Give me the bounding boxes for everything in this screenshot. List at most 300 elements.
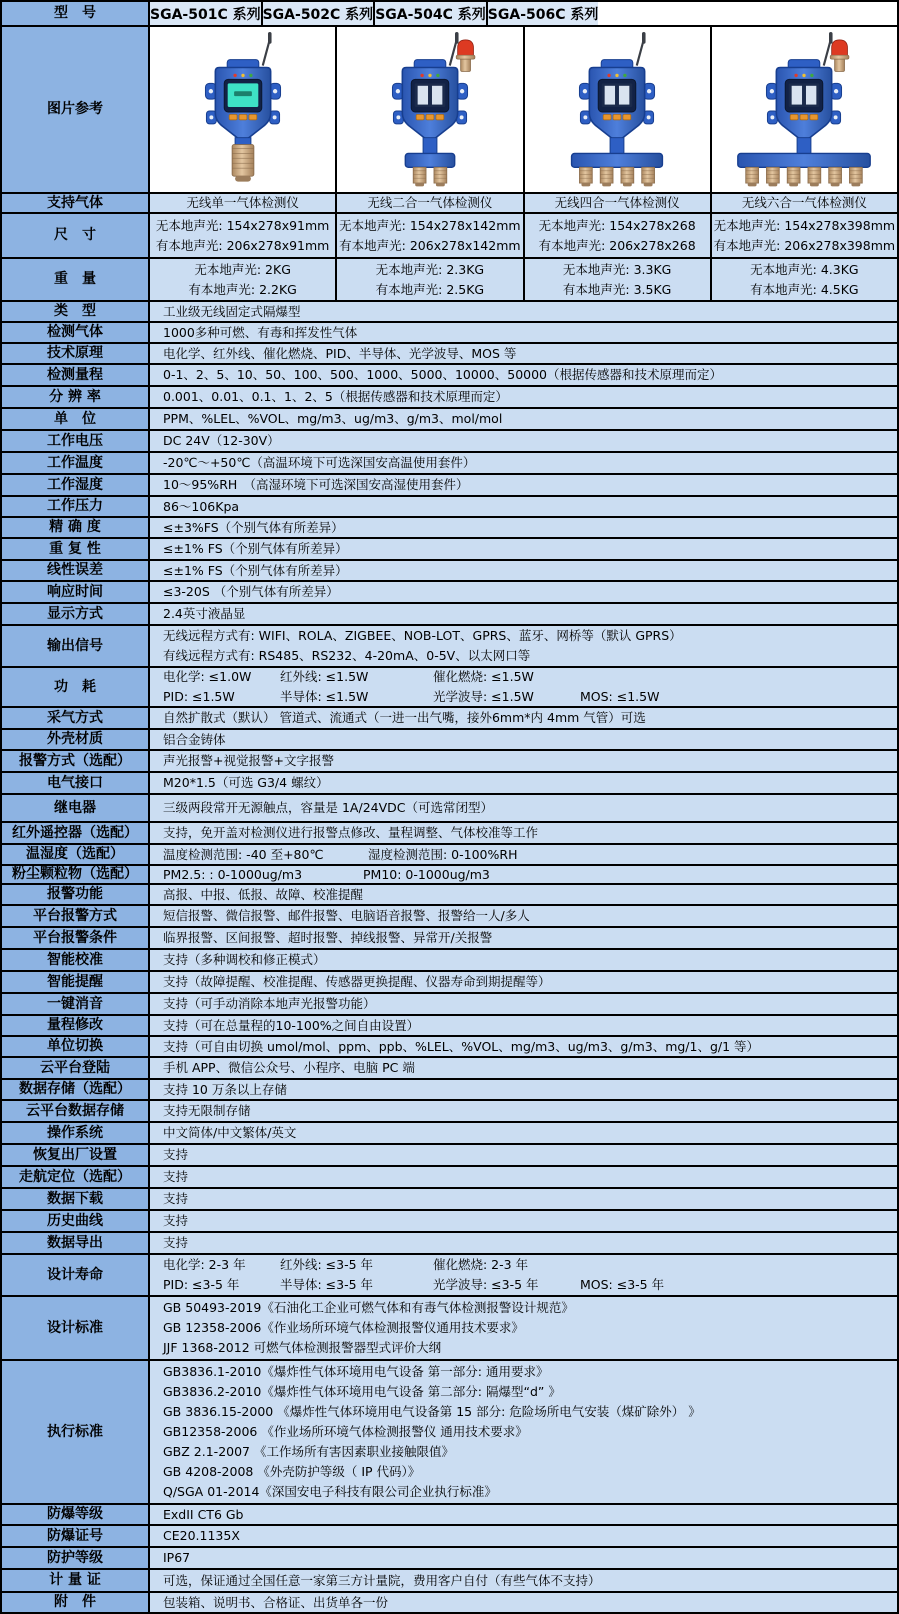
row-value xyxy=(150,972,897,992)
row-value xyxy=(150,387,897,407)
product-cell xyxy=(712,259,897,300)
spec-row xyxy=(2,668,897,708)
spec-value-line xyxy=(163,845,897,864)
product-cell-line: 无本地声光: 4.3KG xyxy=(750,261,859,277)
spec-value-segment: GBZ 2.1-2007 《工作场所有害因素职业接触限值》 xyxy=(163,1444,454,1459)
spec-value-segment: ExdII CT6 Gb xyxy=(163,1506,244,1522)
image-row xyxy=(2,27,897,194)
spec-row xyxy=(2,950,897,972)
product-row xyxy=(2,194,897,214)
spec-row xyxy=(2,1101,897,1123)
product-cell-line: 无本地声光: 154x278x398mm xyxy=(713,217,896,233)
spec-value-line xyxy=(163,409,897,429)
row-value xyxy=(150,344,897,363)
spec-value-segment: 支持（可自由切换 umol/mol、ppm、ppb、%LEL、%VOL、mg/m3、ug/m3、g/m3、mg/1、g/1 等） xyxy=(163,1038,760,1054)
spec-value-segment: GB 12358-2006《作业场所环境气体检测报警仪通用技术要求》 xyxy=(163,1320,524,1335)
spec-value-line xyxy=(163,1382,897,1402)
row-value xyxy=(150,708,897,728)
spec-value-segment: 光学波导: ≤3-5 年 xyxy=(433,1277,539,1292)
spec-row xyxy=(2,823,897,845)
spec-value-segment: M20*1.5（可选 G3/4 螺纹） xyxy=(163,775,329,790)
spec-value-segment: MOS: ≤3-5 年 xyxy=(580,1277,665,1292)
spec-row xyxy=(2,845,897,866)
row-label: 恢复出厂设置 xyxy=(2,1145,150,1165)
row-label: 操作系统 xyxy=(2,1123,150,1143)
spec-value-line xyxy=(163,1505,897,1524)
spec-row xyxy=(2,972,897,994)
spec-value-line xyxy=(163,1145,897,1165)
spec-value-segment: 支持（多种调校和修正模式） xyxy=(163,952,326,967)
row-label: 输出信号 xyxy=(2,626,150,666)
row-label: 单位切换 xyxy=(2,1037,150,1056)
spec-value-line xyxy=(163,1402,897,1422)
spec-value-line xyxy=(163,344,897,363)
spec-value-line xyxy=(163,1189,897,1209)
row-label: 数据下载 xyxy=(2,1189,150,1209)
row-value xyxy=(150,1080,897,1099)
row-value xyxy=(150,1255,897,1295)
row-label: 工作湿度 xyxy=(2,475,150,495)
spec-value-segment: 声光报警+视觉报警+文字报警 xyxy=(163,753,334,768)
row-label: 工作温度 xyxy=(2,453,150,473)
product-cell xyxy=(712,194,897,212)
row-value xyxy=(150,1101,897,1121)
product-cell-line: 有本地声光: 3.5KG xyxy=(562,281,672,297)
spec-value-line xyxy=(163,1058,897,1078)
product-cell-line: 有本地声光: 2.2KG xyxy=(188,281,297,297)
product-cell-line: 有本地声光: 2.5KG xyxy=(375,281,485,297)
spec-value-line xyxy=(163,365,897,385)
row-label: 防护等级 xyxy=(2,1548,150,1568)
spec-value-segment: 湿度检测范围: 0-100%RH xyxy=(368,846,518,862)
row-value xyxy=(150,431,897,451)
row-label: 智能提醒 xyxy=(2,972,150,992)
spec-value-line xyxy=(163,431,897,451)
spec-row xyxy=(2,1361,897,1505)
row-value xyxy=(150,1526,897,1546)
spec-row xyxy=(2,1189,897,1211)
device-image-cell-2 xyxy=(337,27,524,192)
row-value xyxy=(150,1361,897,1503)
spec-value-line xyxy=(163,1442,897,1462)
spec-row xyxy=(2,1145,897,1167)
spec-row xyxy=(2,561,897,582)
product-cell-line: 有本地声光: 206x278x142mm xyxy=(339,237,521,253)
spec-value-segment: 0-1、2、5、10、50、100、500、1000、5000、10000、50000（根据传感器和技术原理而定） xyxy=(163,367,723,382)
product-cell-line: 无本地声光: 154x278x91mm xyxy=(155,217,330,233)
row-value xyxy=(150,1167,897,1187)
spec-value-segment: 光学波导: ≤1.5W xyxy=(433,689,534,704)
spec-value-line xyxy=(163,1462,897,1482)
spec-value-segment: PM10: 0-1000ug/m3 xyxy=(363,866,490,882)
spec-row xyxy=(2,431,897,453)
spec-value-line xyxy=(163,798,897,818)
spec-row xyxy=(2,1037,897,1058)
spec-value-segment: CE20.1135X xyxy=(163,1528,240,1543)
spec-value-segment: PPM、%LEL、%VOL、mg/m3、ug/m3、g/m3、mol/mol xyxy=(163,411,503,426)
row-label: 历史曲线 xyxy=(2,1211,150,1231)
spec-value-segment: 电化学、红外线、催化燃烧、PID、半导体、光学波导、MOS 等 xyxy=(163,345,517,361)
row-label: 报警功能 xyxy=(2,885,150,904)
spec-value-segment: 手机 APP、微信公众号、小程序、电脑 PC 端 xyxy=(163,1060,415,1075)
row-value xyxy=(150,950,897,970)
row-label: 分 辨 率 xyxy=(2,387,150,407)
row-value xyxy=(150,1016,897,1035)
spec-value-line xyxy=(163,708,897,728)
row-value xyxy=(150,1593,897,1612)
spec-value-segment: 半导体: ≤1.5W xyxy=(280,689,369,704)
spec-value-segment: 有线远程方式有: RS485、RS232、4-20mA、0-5V、以太网口等 xyxy=(163,648,531,663)
product-cell xyxy=(337,259,524,300)
spec-row xyxy=(2,604,897,626)
row-value xyxy=(150,518,897,537)
row-value xyxy=(150,475,897,495)
row-label: 报警方式（选配） xyxy=(2,751,150,771)
spec-row xyxy=(2,928,897,950)
row-value xyxy=(150,604,897,624)
spec-value-segment: GB3836.2-2010《爆炸性气体环境用电气设备 第二部分: 隔爆型“d” 》 xyxy=(163,1384,561,1399)
spec-row xyxy=(2,1297,897,1361)
product-cell-line: 有本地声光: 206x278x91mm xyxy=(155,237,330,253)
spec-row xyxy=(2,795,897,823)
spec-value-segment: 支持 xyxy=(163,1213,189,1228)
row-label: 量程修改 xyxy=(2,1016,150,1035)
spec-value-line xyxy=(163,885,897,904)
product-cell-line: 无线单一气体检测仪 xyxy=(186,195,299,210)
spec-row xyxy=(2,730,897,751)
product-cell-line: 无本地声光: 3.3KG xyxy=(562,261,672,277)
spec-row xyxy=(2,1167,897,1189)
product-cell xyxy=(150,214,337,257)
row-label: 电气接口 xyxy=(2,773,150,793)
row-value xyxy=(150,1145,897,1165)
spec-value-line xyxy=(163,687,897,706)
spec-value-segment: 支持 xyxy=(163,1169,189,1184)
spec-value-line xyxy=(163,866,897,883)
spec-row xyxy=(2,1123,897,1145)
row-value xyxy=(150,1189,897,1209)
spec-value-segment: MOS: ≤1.5W xyxy=(580,689,660,704)
spec-row xyxy=(2,582,897,604)
spec-value-segment: DC 24V（12-30V） xyxy=(163,433,280,448)
row-label: 技术原理 xyxy=(2,344,150,363)
spec-value-line xyxy=(163,730,897,749)
spec-row xyxy=(2,497,897,518)
spec-value-segment: 催化燃烧: ≤1.5W xyxy=(433,669,534,684)
row-value xyxy=(150,302,897,321)
spec-row xyxy=(2,1058,897,1080)
spec-value-line xyxy=(163,1101,897,1121)
spec-row xyxy=(2,1548,897,1570)
spec-value-segment: 三级两段常开无源触点，容量是 1A/24VDC（可选常闭型） xyxy=(163,800,493,815)
spec-value-line xyxy=(163,668,897,687)
row-label: 走航定位（选配） xyxy=(2,1167,150,1187)
spec-value-line xyxy=(163,1422,897,1442)
spec-value-segment: 86～106Kpa xyxy=(163,498,240,514)
spec-value-segment: 无线远程方式有: WIFI、ROLA、ZIGBEE、NOB-LOT、GPRS、蓝牙、网桥等（默认 GPRS） xyxy=(163,628,682,643)
row-label: 平台报警方式 xyxy=(2,906,150,926)
row-label: 检测气体 xyxy=(2,323,150,342)
spec-value-line xyxy=(163,1548,897,1568)
spec-value-segment: 支持（可手动消除本地声光报警功能） xyxy=(163,996,376,1011)
spec-value-line xyxy=(163,751,897,771)
spec-value-line xyxy=(163,604,897,624)
spec-value-line xyxy=(163,497,897,516)
spec-row xyxy=(2,1080,897,1101)
row-label: 云平台数据存储 xyxy=(2,1101,150,1121)
row-value xyxy=(150,730,897,749)
spec-value-segment: ≤±1% FS（个别气体有所差异） xyxy=(163,562,348,578)
spec-value-line xyxy=(163,928,897,948)
spec-value-segment: GB 50493-2019《石油化工企业可燃气体和有毒气体检测报警设计规范》 xyxy=(163,1300,574,1315)
row-label: 数据导出 xyxy=(2,1233,150,1253)
row-label: 重 复 性 xyxy=(2,539,150,559)
row-label: 红外遥控器（选配） xyxy=(2,823,150,843)
spec-value-line xyxy=(163,302,897,321)
row-label: 计 量 证 xyxy=(2,1570,150,1591)
spec-value-segment: 中文简体/中文繁体/英文 xyxy=(163,1125,297,1140)
spec-value-line xyxy=(163,1123,897,1143)
spec-row xyxy=(2,994,897,1016)
spec-value-segment: 电化学: 2-3 年 xyxy=(163,1257,246,1272)
row-value xyxy=(150,928,897,948)
spec-value-segment: GB 3836.15-2000 《爆炸性气体环境用电气设备第 15 部分: 危险场所电气安装（煤矿除外） 》 xyxy=(163,1404,701,1419)
row-value xyxy=(150,1058,897,1078)
product-cell-line: 无本地声光: 2KG xyxy=(194,261,291,277)
product-cell-line: 无线四合一气体检测仪 xyxy=(554,195,680,210)
product-cell xyxy=(337,214,524,257)
product-cell xyxy=(337,194,524,212)
spec-row xyxy=(2,1505,897,1526)
row-label: 防爆证号 xyxy=(2,1526,150,1546)
row-value xyxy=(150,751,897,771)
spec-value-line xyxy=(163,1016,897,1035)
spec-value-segment: ≤3-20S （个别气体有所差异） xyxy=(163,584,339,599)
model-header-2: SGA-502C 系列 xyxy=(263,2,376,25)
row-value xyxy=(150,1570,897,1591)
spec-value-segment: PM2.5: : 0-1000ug/m3 xyxy=(163,866,303,882)
row-value xyxy=(150,866,897,883)
model-header-3: SGA-504C 系列 xyxy=(375,2,488,25)
product-cell-line: 无本地声光: 154x278x142mm xyxy=(339,217,521,233)
row-value xyxy=(150,453,897,473)
row-value xyxy=(150,845,897,864)
row-label: 设计寿命 xyxy=(2,1255,150,1295)
spec-value-segment: 支持 10 万条以上存储 xyxy=(163,1081,287,1097)
spec-value-line xyxy=(163,1482,897,1502)
row-value xyxy=(150,582,897,602)
spec-row xyxy=(2,302,897,323)
row-label: 采气方式 xyxy=(2,708,150,728)
spec-value-segment: GB3836.1-2010《爆炸性气体环境用电气设备 第一部分: 通用要求》 xyxy=(163,1364,549,1379)
spec-value-line xyxy=(163,1233,897,1253)
product-cell xyxy=(525,214,712,257)
row-label: 数据存储（选配） xyxy=(2,1080,150,1099)
spec-row xyxy=(2,539,897,561)
spec-value-line xyxy=(163,1167,897,1187)
row-label: 尺 寸 xyxy=(2,214,150,257)
row-label: 一键消音 xyxy=(2,994,150,1014)
product-cell-line: 无线二合一气体检测仪 xyxy=(367,195,493,210)
spec-value-segment: GB12358-2006 《作业场所环境气体检测报警仪 通用技术要求》 xyxy=(163,1424,528,1439)
spec-value-segment: 2.4英寸液晶显 xyxy=(163,606,246,621)
product-cell xyxy=(150,259,337,300)
spec-row xyxy=(2,626,897,668)
spec-row xyxy=(2,344,897,365)
spec-value-line xyxy=(163,1298,897,1318)
image-row-label: 图片参考 xyxy=(2,27,150,192)
spec-value-line xyxy=(163,561,897,580)
spec-value-line xyxy=(163,323,897,342)
spec-row xyxy=(2,409,897,431)
spec-value-line xyxy=(163,1080,897,1099)
spec-row xyxy=(2,475,897,497)
spec-row xyxy=(2,885,897,906)
spec-value-segment: 红外线: ≤1.5W xyxy=(280,669,369,684)
spec-value-line xyxy=(163,1318,897,1338)
spec-value-segment: -20℃～+50℃（高温环境下可选深国安高温使用套件） xyxy=(163,455,476,470)
spec-row xyxy=(2,1211,897,1233)
spec-value-line xyxy=(163,1571,897,1591)
row-label: 类 型 xyxy=(2,302,150,321)
product-cell xyxy=(525,194,712,212)
row-label: 支持气体 xyxy=(2,194,150,212)
product-row xyxy=(2,259,897,302)
row-label: 工作电压 xyxy=(2,431,150,451)
spec-value-segment: 支持 xyxy=(163,1235,189,1250)
spec-value-segment: 支持，免开盖对检测仪进行报警点修改、量程调整、气体校准等工作 xyxy=(163,825,539,840)
row-value xyxy=(150,906,897,926)
spec-value-segment: 10～95%RH （高湿环境下可选深国安高湿使用套件） xyxy=(163,477,469,492)
product-cell-line: 无本地声光: 2.3KG xyxy=(375,261,485,277)
row-label: 精 确 度 xyxy=(2,518,150,537)
row-label: 设计标准 xyxy=(2,1297,150,1359)
spec-value-line xyxy=(163,823,897,843)
spec-value-line xyxy=(163,1037,897,1056)
spec-value-segment: 1000多种可燃、有毒和挥发性气体 xyxy=(163,324,358,340)
spec-row xyxy=(2,1593,897,1612)
spec-value-segment: 支持无限制存储 xyxy=(163,1103,251,1118)
row-label: 单 位 xyxy=(2,409,150,429)
spec-row xyxy=(2,1233,897,1255)
spec-value-segment: 短信报警、微信报警、邮件报警、电脑语音报警、报警给一人/多人 xyxy=(163,908,530,923)
spec-row xyxy=(2,1016,897,1037)
row-label: 显示方式 xyxy=(2,604,150,624)
header-row xyxy=(2,2,897,27)
spec-value-segment: 温度检测范围: -40 至+80℃ xyxy=(163,846,324,862)
spec-value-line xyxy=(163,1211,897,1231)
spec-row xyxy=(2,708,897,730)
spec-value-line xyxy=(163,1255,897,1275)
spec-value-segment: 工业级无线固定式隔爆型 xyxy=(163,303,301,319)
row-value xyxy=(150,365,897,385)
spec-value-segment: Q/SGA 01-2014《深国安电子科技有限公司企业执行标准》 xyxy=(163,1484,497,1499)
spec-value-line xyxy=(163,773,897,793)
row-value xyxy=(150,823,897,843)
gas-detector-single-image xyxy=(150,28,336,192)
spec-row xyxy=(2,1255,897,1297)
row-value xyxy=(150,1505,897,1524)
row-label: 外壳材质 xyxy=(2,730,150,749)
spec-value-line xyxy=(163,972,897,992)
row-label: 粉尘颗粒物（选配） xyxy=(2,866,150,883)
product-row xyxy=(2,214,897,259)
row-label: 继电器 xyxy=(2,795,150,821)
spec-row xyxy=(2,387,897,409)
product-cell xyxy=(525,259,712,300)
row-value xyxy=(150,409,897,429)
spec-value-line xyxy=(163,387,897,407)
spec-value-segment: ≤±3%FS（个别气体有所差异） xyxy=(163,519,344,535)
spec-value-segment: 支持 xyxy=(163,1191,189,1206)
product-cell-line: 有本地声光: 206x278x268 xyxy=(538,237,696,253)
model-header-1: SGA-501C 系列 xyxy=(150,2,263,25)
spec-row xyxy=(2,1570,897,1593)
row-value xyxy=(150,1211,897,1231)
row-label: 云平台登陆 xyxy=(2,1058,150,1078)
device-image-cell-3 xyxy=(525,27,712,192)
row-value xyxy=(150,626,897,666)
row-value xyxy=(150,1037,897,1056)
row-label: 线性误差 xyxy=(2,561,150,580)
spec-value-segment: ≤±1% FS（个别气体有所差异） xyxy=(163,541,348,556)
row-label: 执行标准 xyxy=(2,1361,150,1503)
spec-row xyxy=(2,365,897,387)
spec-value-line xyxy=(163,1338,897,1358)
spec-value-segment: 支持（可在总量程的10-100%之间自由设置） xyxy=(163,1017,420,1033)
spec-value-segment: 自然扩散式（默认） 管道式、流通式（一进一出气嘴，接外6mm*内 4mm 气管）可选 xyxy=(163,710,646,725)
spec-value-line xyxy=(163,1362,897,1382)
row-value xyxy=(150,668,897,706)
spec-value-line xyxy=(163,646,897,666)
row-value xyxy=(150,1548,897,1568)
spec-row xyxy=(2,323,897,344)
spec-row xyxy=(2,751,897,773)
product-cell-line: 无本地声光: 154x278x268 xyxy=(538,217,696,233)
row-value xyxy=(150,1123,897,1143)
row-label: 响应时间 xyxy=(2,582,150,602)
spec-value-line xyxy=(163,539,897,559)
row-label: 功 耗 xyxy=(2,668,150,706)
spec-value-segment: 支持（故障提醒、校准提醒、传感器更换提醒、仪器寿命到期提醒等） xyxy=(163,974,551,989)
spec-value-line xyxy=(163,626,897,646)
row-label: 平台报警条件 xyxy=(2,928,150,948)
row-label: 防爆等级 xyxy=(2,1505,150,1524)
row-label: 重 量 xyxy=(2,259,150,300)
spec-value-segment: GB 4208-2008 《外壳防护等级（ IP 代码）》 xyxy=(163,1464,421,1479)
row-label: 工作压力 xyxy=(2,497,150,516)
row-value xyxy=(150,885,897,904)
spec-value-line xyxy=(163,453,897,473)
gas-detector-4in1-image xyxy=(525,28,711,192)
gas-detector-6in1-image xyxy=(712,28,897,192)
spec-value-segment: 电化学: ≤1.0W xyxy=(163,669,252,684)
product-cell-line: 无线六合一气体检测仪 xyxy=(741,195,867,210)
device-image-cell-1 xyxy=(150,27,337,192)
model-header-4: SGA-506C 系列 xyxy=(488,2,599,25)
gas-detector-2in1-image xyxy=(337,28,523,192)
spec-row xyxy=(2,773,897,795)
spec-row xyxy=(2,518,897,539)
spec-value-segment: 0.001、0.01、0.1、1、2、5（根据传感器和技术原理而定） xyxy=(163,389,508,404)
spec-value-line xyxy=(163,994,897,1014)
row-value xyxy=(150,561,897,580)
product-cell xyxy=(712,214,897,257)
row-value xyxy=(150,497,897,516)
row-value xyxy=(150,773,897,793)
spec-row xyxy=(2,453,897,475)
row-label: 检测量程 xyxy=(2,365,150,385)
